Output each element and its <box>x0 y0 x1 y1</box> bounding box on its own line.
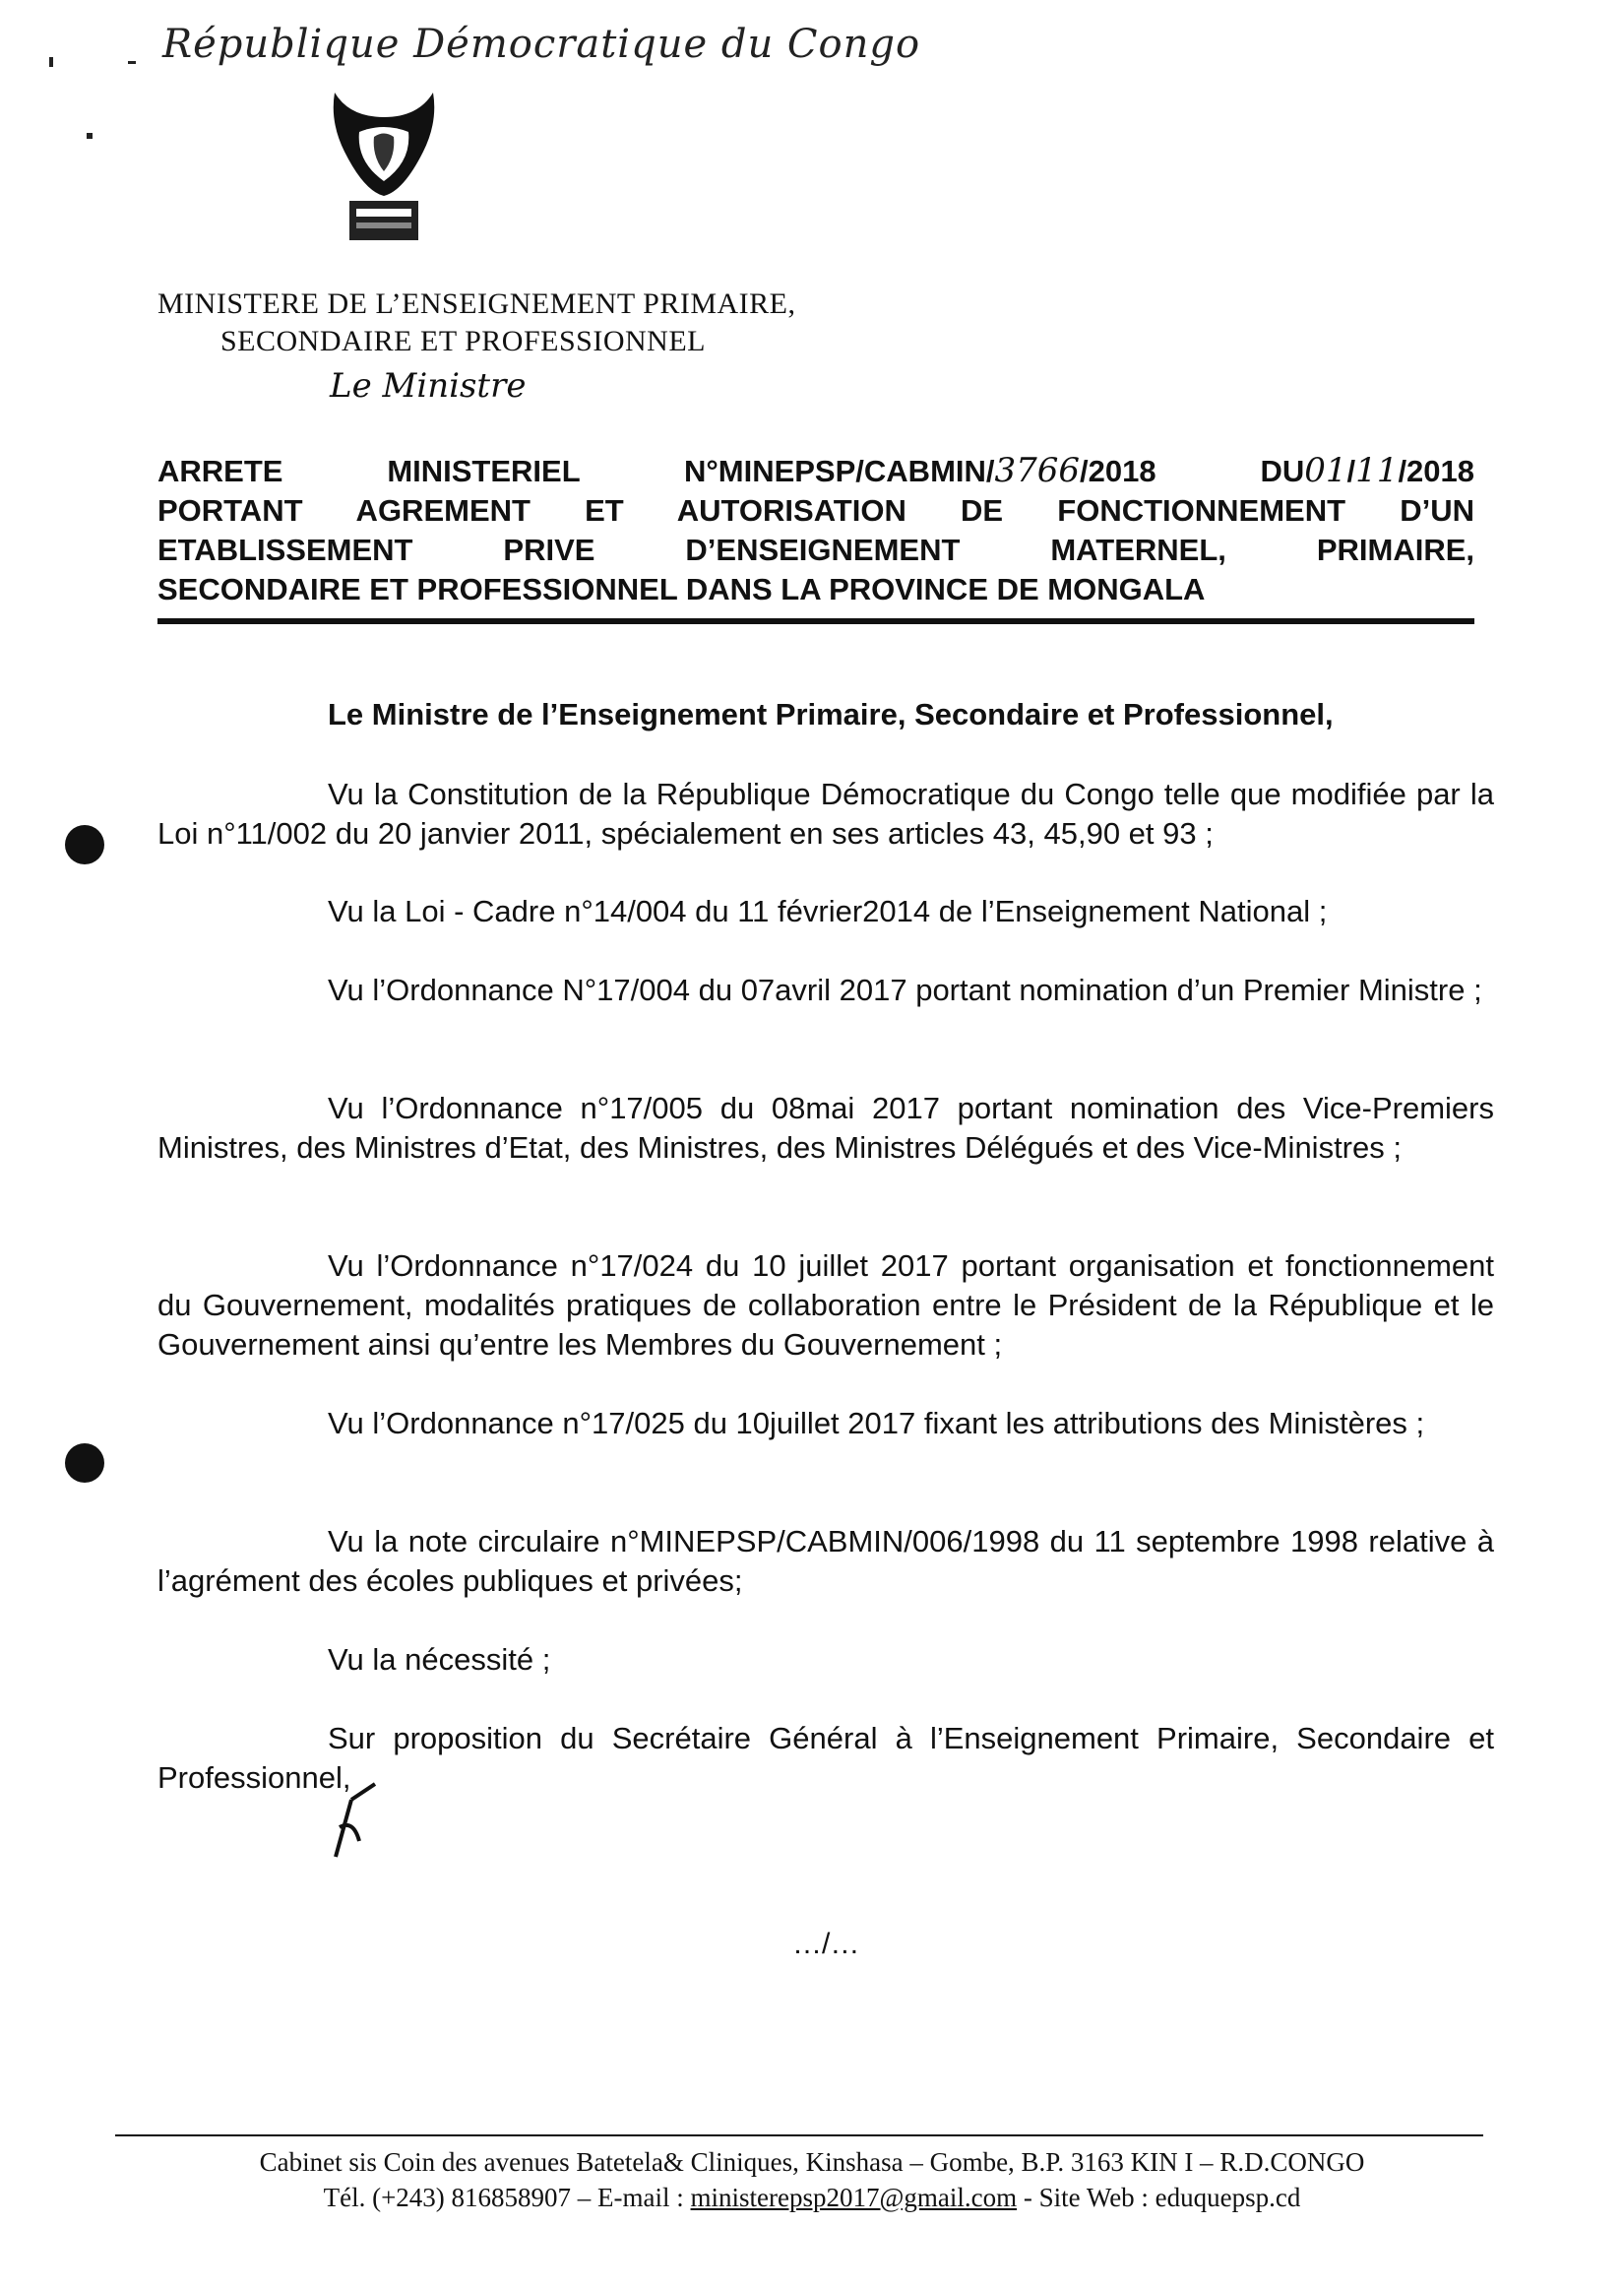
footer-address: Cabinet sis Coin des avenues Batetela& Cliniques, Kinshasa – Gombe, B.P. 3163 KIN I – R.D.CONGO <box>259 2147 1365 2177</box>
scan-speck <box>128 61 136 64</box>
paragraph-necessite <box>157 1640 1494 1680</box>
preamble: Le Ministre de l’Enseignement Primaire, Secondaire et Professionnel, <box>328 697 1334 731</box>
footer-email[interactable]: ministerepsp2017@gmail.com <box>690 2183 1018 2212</box>
paragraph-text: Vu la Loi - Cadre n°14/004 du 11 février2014 de l’Enseignement National ; <box>328 894 1328 928</box>
footer-divider <box>115 2134 1483 2136</box>
paragraph-ordonnance-1 <box>157 971 1494 1010</box>
paragraph-text: Vu l’Ordonnance n°17/024 du 10 juillet 2017 portant organisation et fonctionnement du Gouvernement, modalités pratiques de collaboration entre le Président de la République et le Gouvernement ainsi qu’entre les Membres du Gouvernement ; <box>157 1248 1494 1362</box>
republic-heading: République Démocratique du Congo <box>162 22 921 67</box>
arrete-number: 3766 <box>994 451 1081 490</box>
ministry-line-1: MINISTERE DE L’ENSEIGNEMENT PRIMAIRE, <box>157 287 796 320</box>
paragraph-text: Sur proposition du Secrétaire Général à l’Enseignement Primaire, Secondaire et Professionnel, <box>157 1721 1494 1795</box>
binder-hole-top <box>65 825 104 864</box>
footer <box>0 2144 1624 2215</box>
paragraph-constitution <box>157 775 1494 854</box>
paragraph-ordonnance-3 <box>157 1246 1494 1365</box>
arrete-year: /2018 <box>1398 454 1475 488</box>
arrete-line-3: ETABLISSEMENT PRIVE D’ENSEIGNEMENT MATERNEL, PRIMAIRE, <box>157 533 1474 567</box>
paragraph-ordonnance-4 <box>157 1404 1494 1443</box>
arrete-line-4: SECONDAIRE ET PROFESSIONNEL DANS LA PROVINCE DE MONGALA <box>157 572 1206 606</box>
arrete-month: 11 <box>1355 451 1399 490</box>
footer-contact <box>0 2180 1624 2215</box>
paragraph-text: Vu l’Ordonnance n°17/005 du 08mai 2017 portant nomination des Vice-Premiers Ministres, des Ministres d’Etat, des Ministres, des Ministres Délégués et des Vice-Ministres ; <box>157 1091 1494 1165</box>
binder-hole-bottom <box>65 1443 104 1483</box>
paragraph-text: Vu l’Ordonnance n°17/025 du 10juillet 2017 fixant les attributions des Ministères ; <box>328 1406 1425 1440</box>
title-divider <box>157 618 1474 624</box>
scan-speck <box>87 133 93 139</box>
paragraph-text: Vu la Constitution de la République Démocratique du Congo telle que modifiée par la Loi n°11/002 du 20 janvier 2011, spécialement en ses articles 43, 45,90 et 93 ; <box>157 777 1494 851</box>
minister-title: Le Ministre <box>330 366 527 406</box>
arrete-mid: /2018 DU <box>1080 454 1305 488</box>
paragraph-text: Vu la note circulaire n°MINEPSP/CABMIN/006/1998 du 11 septembre 1998 relative à l’agrément des écoles publiques et privées; <box>157 1524 1494 1598</box>
arrete-line-1 <box>157 451 1474 491</box>
page-continuation: …/… <box>792 1928 860 1960</box>
paragraph-ordonnance-2 <box>157 1089 1494 1168</box>
leopard-coat-of-arms-icon <box>325 83 443 250</box>
paragraph-text: Vu la nécessité ; <box>328 1642 551 1677</box>
ministry-name <box>157 286 796 360</box>
handwritten-initial-icon <box>330 1780 379 1859</box>
paragraph-note-circulaire <box>157 1522 1494 1601</box>
arrete-prefix: ARRETE MINISTERIEL N°MINEPSP/CABMIN/ <box>157 454 995 488</box>
footer-site: - Site Web : eduquepsp.cd <box>1017 2183 1301 2212</box>
arrete-line-2: PORTANT AGREMENT ET AUTORISATION DE FONCTIONNEMENT D’UN <box>157 493 1474 528</box>
arrete-day: 01 <box>1304 451 1347 490</box>
paragraph-text: Vu l’Ordonnance N°17/004 du 07avril 2017 portant nomination d’un Premier Ministre ; <box>328 973 1482 1007</box>
arrete-sep: / <box>1346 454 1356 488</box>
arrete-title <box>157 451 1474 609</box>
scan-speck <box>49 57 53 67</box>
ministry-line-2: SECONDAIRE ET PROFESSIONNEL <box>220 325 706 357</box>
footer-tel: Tél. (+243) 816858907 – E-mail : <box>323 2183 691 2212</box>
paragraph-loi-cadre <box>157 892 1494 931</box>
